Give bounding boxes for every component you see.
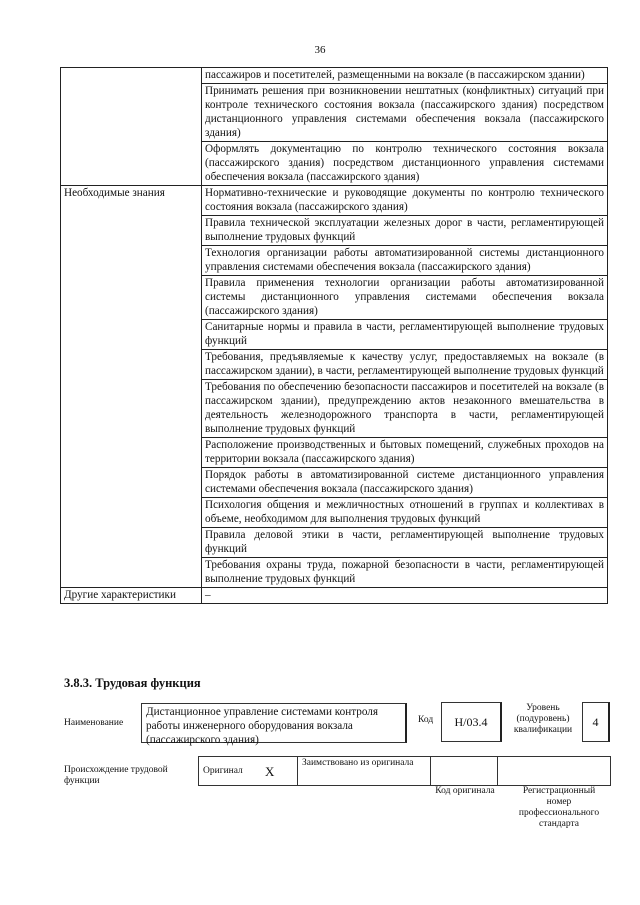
row-text: Порядок работы в автоматизированной системе дистанционного управления системами обеспечения вокзала (пассажирского здания): [202, 468, 608, 498]
section-heading: 3.8.3. Трудовая функция: [64, 676, 201, 690]
row-text: Требования по обеспечению безопасности пассажиров и посетителей на вокзале (в пассажирском здании), предупреждению актов незаконного вмешательства в деятельность железнодорожного транспорта в части, регламентирующей выполнение трудовых функций: [202, 380, 608, 438]
section-label: [61, 142, 202, 186]
registration-number-cell: [498, 757, 611, 786]
table-row: [61, 186, 608, 216]
table-row: [61, 468, 608, 498]
table-row: [61, 68, 608, 84]
section-label: [61, 528, 202, 558]
table-row: [61, 276, 608, 320]
table-row: [61, 216, 608, 246]
origin-table: [198, 756, 611, 786]
origin-label: Происхождение трудовой функции: [64, 765, 168, 786]
section-label: Необходимые знания: [61, 186, 202, 216]
table-row: [61, 528, 608, 558]
section-label: [61, 380, 202, 438]
table-row: [61, 320, 608, 350]
row-text: Оформлять документацию по контролю технического состояния вокзала (пассажирского здания) посредством дистанционного управления системами обеспечения вокзала (пассажирского здания): [202, 142, 608, 186]
row-text: Нормативно-технические и руководящие документы по контролю технического состояния вокзала (пассажирского здания): [202, 186, 608, 216]
function-name-value: Дистанционное управление системами контроля работы инженерного оборудования вокзала (пассажирского здания): [141, 703, 407, 743]
row-text: пассажиров и посетителей, размещенными на вокзале (в пассажирском здании): [202, 68, 608, 84]
section-label: [61, 84, 202, 142]
section-label: [61, 350, 202, 380]
section-label: [61, 468, 202, 498]
original-label: Оригинал: [199, 757, 262, 786]
row-text: Расположение производственных и бытовых помещений, служебных проходов на территории вокзала (пассажирского здания): [202, 438, 608, 468]
table-row: [61, 84, 608, 142]
row-text: Требования охраны труда, пожарной безопасности в части, регламентирующей выполнение трудовых функций: [202, 558, 608, 588]
knowledge-skills-table: [60, 67, 608, 604]
section-label: [61, 216, 202, 246]
table-row: [61, 142, 608, 186]
table-row: [61, 558, 608, 588]
registration-caption: Регистрационный номер профессионального стандарта: [518, 786, 600, 829]
row-text: Правила технической эксплуатации железных дорог в части, регламентирующей выполнение трудовых функций: [202, 216, 608, 246]
section-label: [61, 276, 202, 320]
row-text: Требования, предъявляемые к качеству услуг, предоставляемых на вокзале (в пассажирском здании), в части, регламентирующей выполнение трудовых функций: [202, 350, 608, 380]
row-text: Правила деловой этики в части, регламентирующей выполнение трудовых функций: [202, 528, 608, 558]
table-row: [61, 380, 608, 438]
table-row: [61, 246, 608, 276]
row-text: Психология общения и межличностных отношений в группах и коллективах в объеме, необходимом для выполнения трудовых функций: [202, 498, 608, 528]
original-mark: X: [261, 757, 298, 786]
row-text: –: [202, 588, 608, 604]
table-row: [61, 438, 608, 468]
row-text: Санитарные нормы и правила в части, регламентирующей выполнение трудовых функций: [202, 320, 608, 350]
section-label: Другие характеристики: [61, 588, 202, 604]
level-label: Уровень (подуровень) квалификации: [513, 703, 573, 735]
section-label: [61, 68, 202, 84]
row-text: Технология организации работы автоматизированной системы дистанционного управления системами обеспечения вокзала (пассажирского здания): [202, 246, 608, 276]
table-row: [61, 498, 608, 528]
code-caption: Код оригинала: [435, 786, 495, 796]
section-label: [61, 558, 202, 588]
section-label: [61, 320, 202, 350]
table-row: [61, 350, 608, 380]
function-code-value: Н/03.4: [441, 702, 502, 742]
name-label: Наименование: [64, 718, 124, 728]
section-label: [61, 246, 202, 276]
row-text: Правила применения технологии организации работы автоматизированной системы дистанционного управления системами обеспечения вокзала (пассажирского здания): [202, 276, 608, 320]
section-label: [61, 438, 202, 468]
row-text: Принимать решения при возникновении нештатных (конфликтных) ситуаций при контроле технического состояния вокзала (пассажирского здания) посредством дистанционного управления системами обеспечения вокзала (пассажирского здания): [202, 84, 608, 142]
section-label: [61, 498, 202, 528]
original-code-cell: [431, 757, 498, 786]
borrowed-label: Заимствовано из оригинала: [298, 757, 431, 786]
level-value: 4: [582, 702, 610, 742]
table-row: [61, 588, 608, 604]
code-label: Код: [418, 715, 434, 725]
page-number: 36: [314, 44, 326, 56]
